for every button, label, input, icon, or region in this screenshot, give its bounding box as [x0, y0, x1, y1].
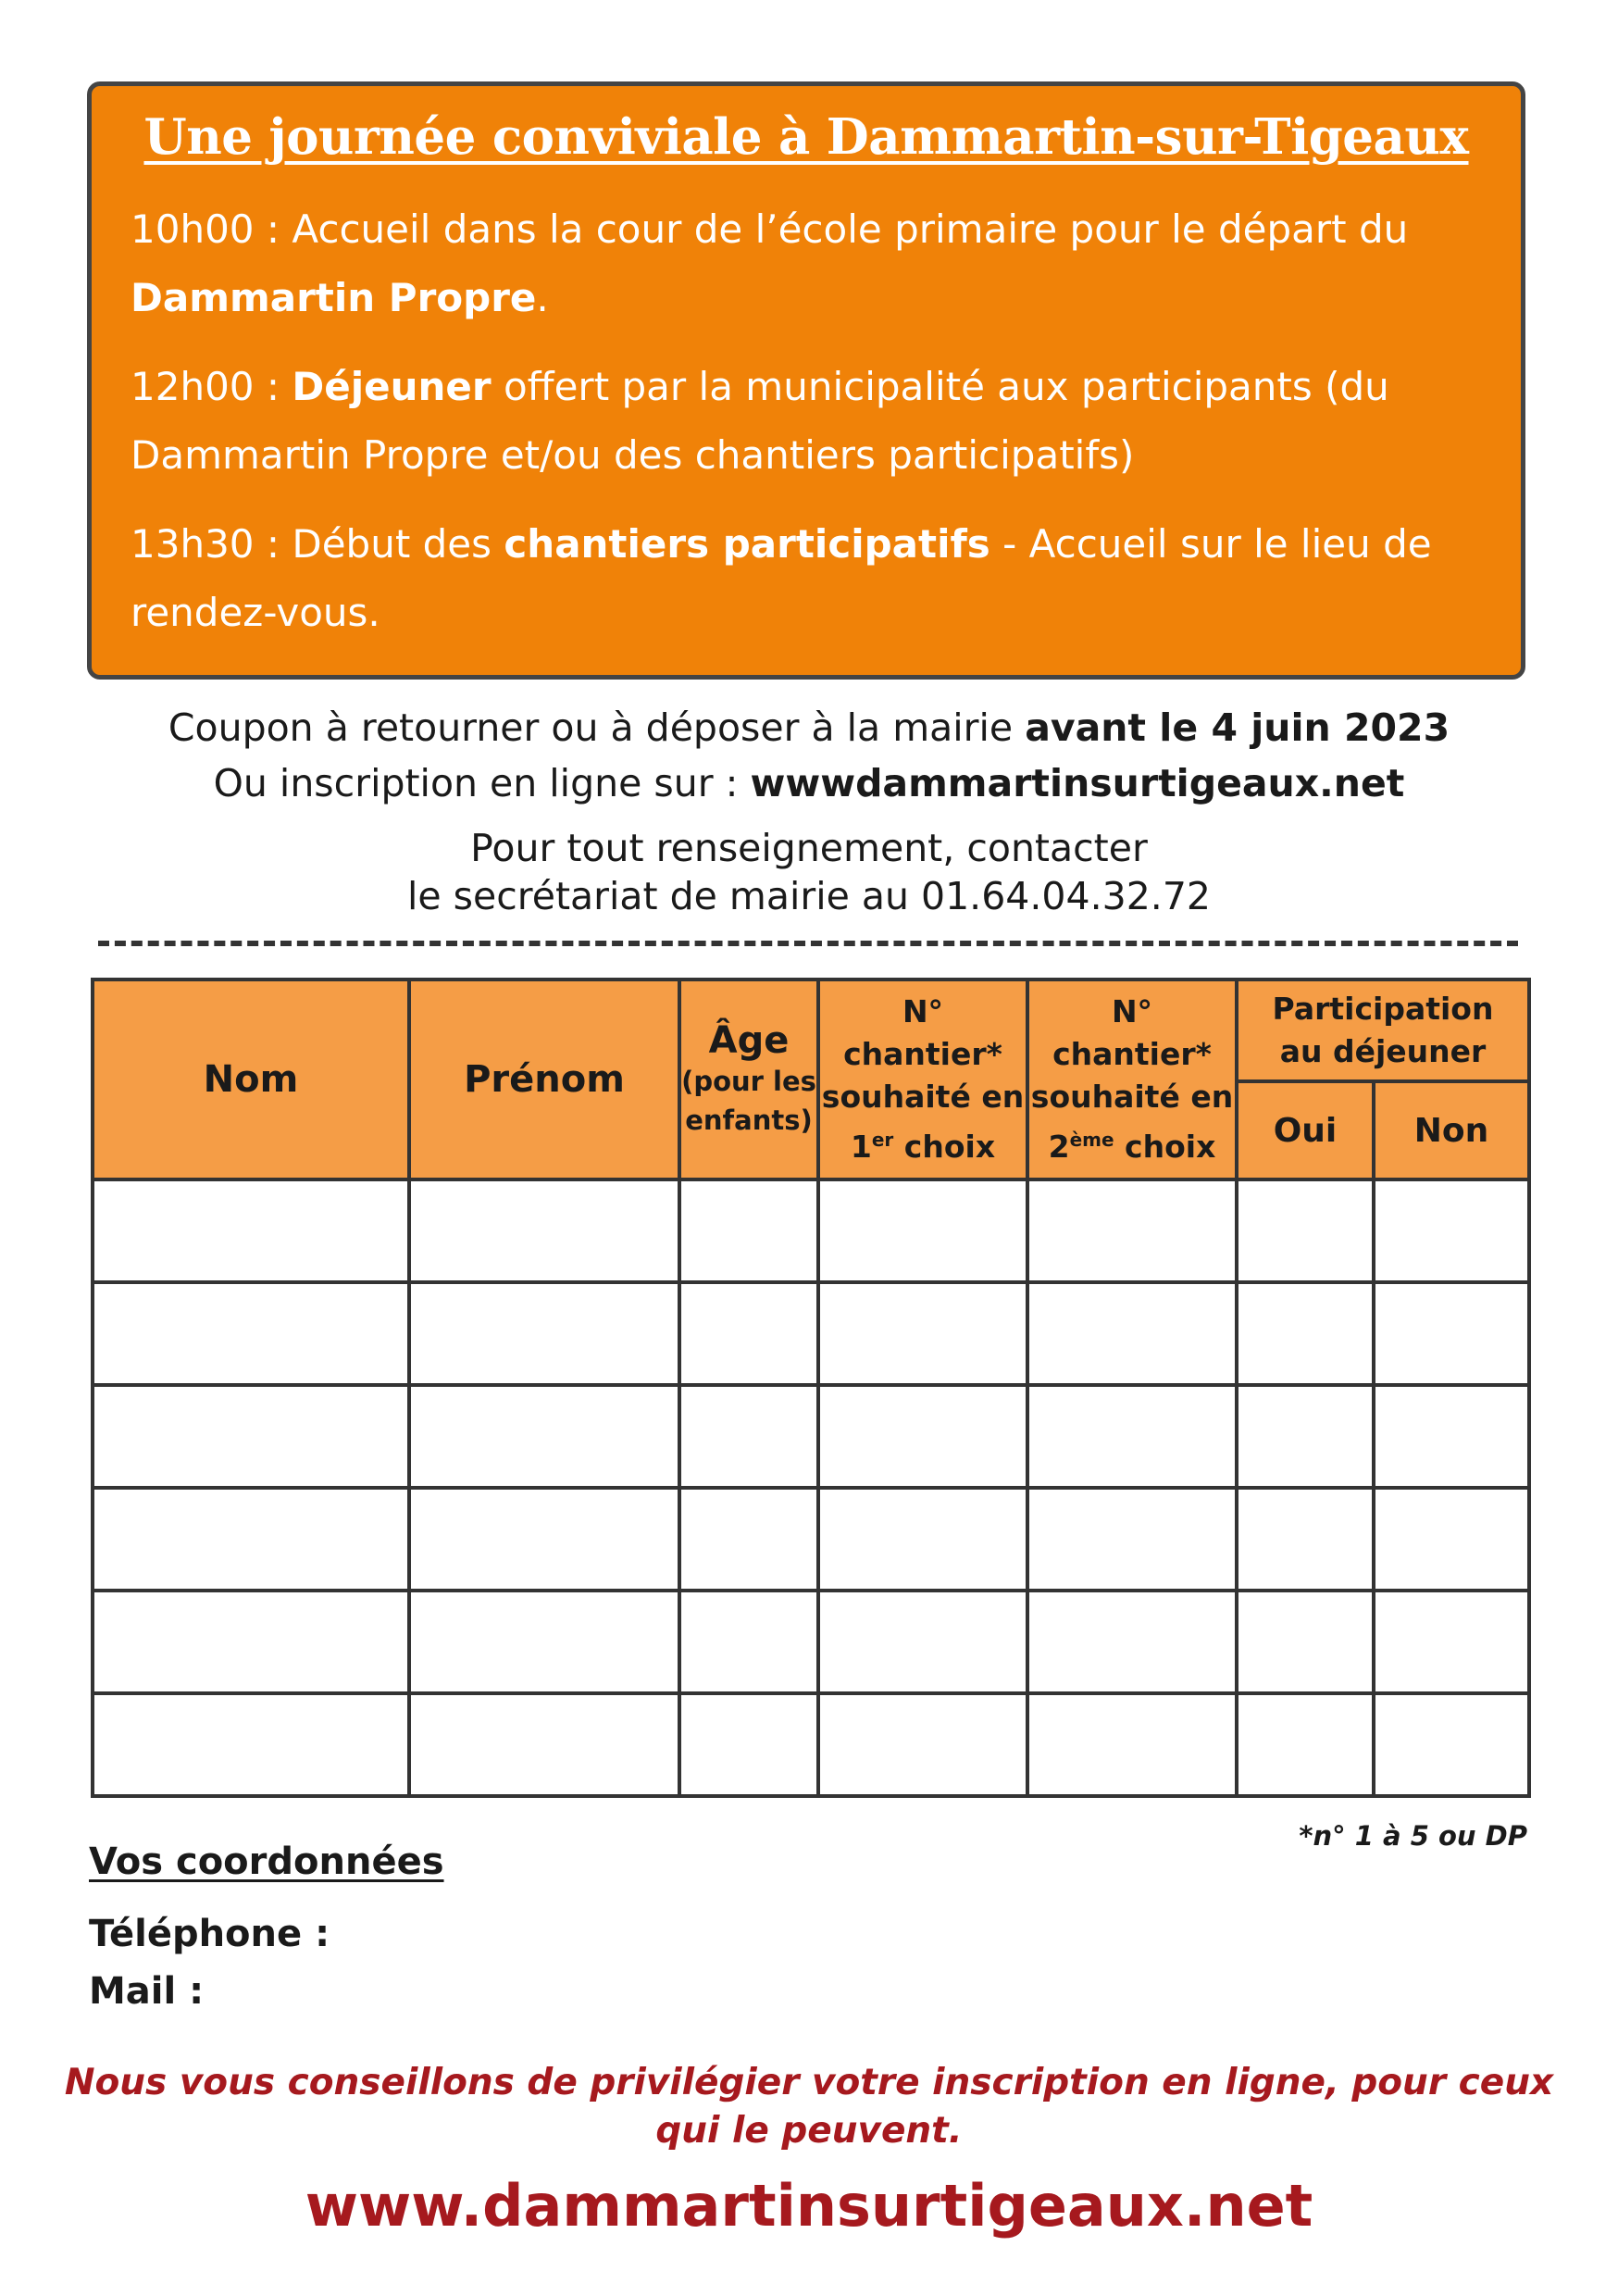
program-item-2: 12h00 : Déjeuner offert par la municipalité aux participants (du Dammartin Propre et/ou des chantiers participatifs)	[131, 364, 1389, 478]
cell-chantier-1[interactable]	[818, 1488, 1027, 1591]
online-advice: Nous vous conseillons de privilégier votre inscription en ligne, pour ceux qui le peuvent.	[64, 2062, 1554, 2152]
cell-oui[interactable]	[1237, 1282, 1374, 1385]
cell-oui[interactable]	[1237, 1488, 1374, 1591]
table-row	[93, 1693, 1529, 1796]
cell-non[interactable]	[1374, 1282, 1529, 1385]
cell-chantier-1[interactable]	[818, 1591, 1027, 1693]
cell-nom[interactable]	[93, 1693, 409, 1796]
cell-nom[interactable]	[93, 1591, 409, 1693]
cell-non[interactable]	[1374, 1385, 1529, 1488]
cell-age[interactable]	[679, 1385, 818, 1488]
cell-chantier-2[interactable]	[1027, 1282, 1237, 1385]
table-row	[93, 1591, 1529, 1693]
cell-prenom[interactable]	[409, 1282, 679, 1385]
cell-nom[interactable]	[93, 1385, 409, 1488]
cell-oui[interactable]	[1237, 1591, 1374, 1693]
header-participation: Participation au déjeuner	[1237, 980, 1529, 1081]
cell-age[interactable]	[679, 1591, 818, 1693]
header-chantier-2: N° chantier* souhaité en 2ème choix	[1027, 980, 1237, 1179]
table-row	[93, 1179, 1529, 1282]
contact-section-title: Vos coordonnées	[89, 1841, 444, 1883]
cell-oui[interactable]	[1237, 1179, 1374, 1282]
cell-non[interactable]	[1374, 1591, 1529, 1693]
cut-line	[98, 941, 1518, 946]
table-row	[93, 1282, 1529, 1385]
contact-info-line-2: le secrétariat de mairie au 01.64.04.32.72	[406, 874, 1211, 918]
header-chantier-1: N° chantier* souhaité en 1er choix	[818, 980, 1027, 1179]
cell-age[interactable]	[679, 1488, 818, 1591]
cell-prenom[interactable]	[409, 1591, 679, 1693]
cell-non[interactable]	[1374, 1179, 1529, 1282]
website-link[interactable]: www.dammartinsurtigeaux.net	[305, 2172, 1313, 2240]
cell-oui[interactable]	[1237, 1385, 1374, 1488]
cell-age[interactable]	[679, 1282, 818, 1385]
phone-label: Téléphone :	[89, 1913, 330, 1955]
program-title: Une journée conviviale à Dammartin-sur-Tigeaux	[143, 108, 1469, 166]
table-row	[93, 1385, 1529, 1488]
cell-age[interactable]	[679, 1693, 818, 1796]
cell-chantier-1[interactable]	[818, 1693, 1027, 1796]
cell-chantier-1[interactable]	[818, 1282, 1027, 1385]
table-footnote: *n° 1 à 5 ou DP	[1299, 1820, 1527, 1852]
cell-chantier-1[interactable]	[818, 1179, 1027, 1282]
header-oui: Oui	[1237, 1081, 1374, 1179]
cell-prenom[interactable]	[409, 1385, 679, 1488]
cell-nom[interactable]	[93, 1179, 409, 1282]
cell-prenom[interactable]	[409, 1179, 679, 1282]
cell-oui[interactable]	[1237, 1693, 1374, 1796]
cell-chantier-2[interactable]	[1027, 1488, 1237, 1591]
contact-info-line-1: Pour tout renseignement, contacter	[470, 826, 1148, 870]
cell-non[interactable]	[1374, 1488, 1529, 1591]
cell-nom[interactable]	[93, 1488, 409, 1591]
program-item-3: 13h30 : Début des chantiers participatifs - Accueil sur le lieu de rendez-vous.	[131, 521, 1432, 635]
cell-non[interactable]	[1374, 1693, 1529, 1796]
cell-chantier-2[interactable]	[1027, 1179, 1237, 1282]
cell-prenom[interactable]	[409, 1488, 679, 1591]
cell-chantier-1[interactable]	[818, 1385, 1027, 1488]
header-prenom: Prénom	[409, 980, 679, 1179]
mail-label: Mail :	[89, 1970, 205, 2013]
cell-chantier-2[interactable]	[1027, 1591, 1237, 1693]
cell-chantier-2[interactable]	[1027, 1693, 1237, 1796]
program-box	[87, 81, 1525, 680]
registration-table	[91, 978, 1531, 1798]
header-nom: Nom	[93, 980, 409, 1179]
cell-prenom[interactable]	[409, 1693, 679, 1796]
header-age: Âge (pour les enfants)	[679, 980, 818, 1179]
header-non: Non	[1374, 1081, 1529, 1179]
table-row	[93, 1488, 1529, 1591]
cell-age[interactable]	[679, 1179, 818, 1282]
return-deadline: Coupon à retourner ou à déposer à la mairie avant le 4 juin 2023	[168, 705, 1450, 750]
cell-chantier-2[interactable]	[1027, 1385, 1237, 1488]
online-registration: Ou inscription en ligne sur : wwwdammartinsurtigeaux.net	[213, 761, 1405, 805]
program-item-1: 10h00 : Accueil dans la cour de l’école primaire pour le départ du Dammartin Propre.	[131, 206, 1409, 320]
cell-nom[interactable]	[93, 1282, 409, 1385]
